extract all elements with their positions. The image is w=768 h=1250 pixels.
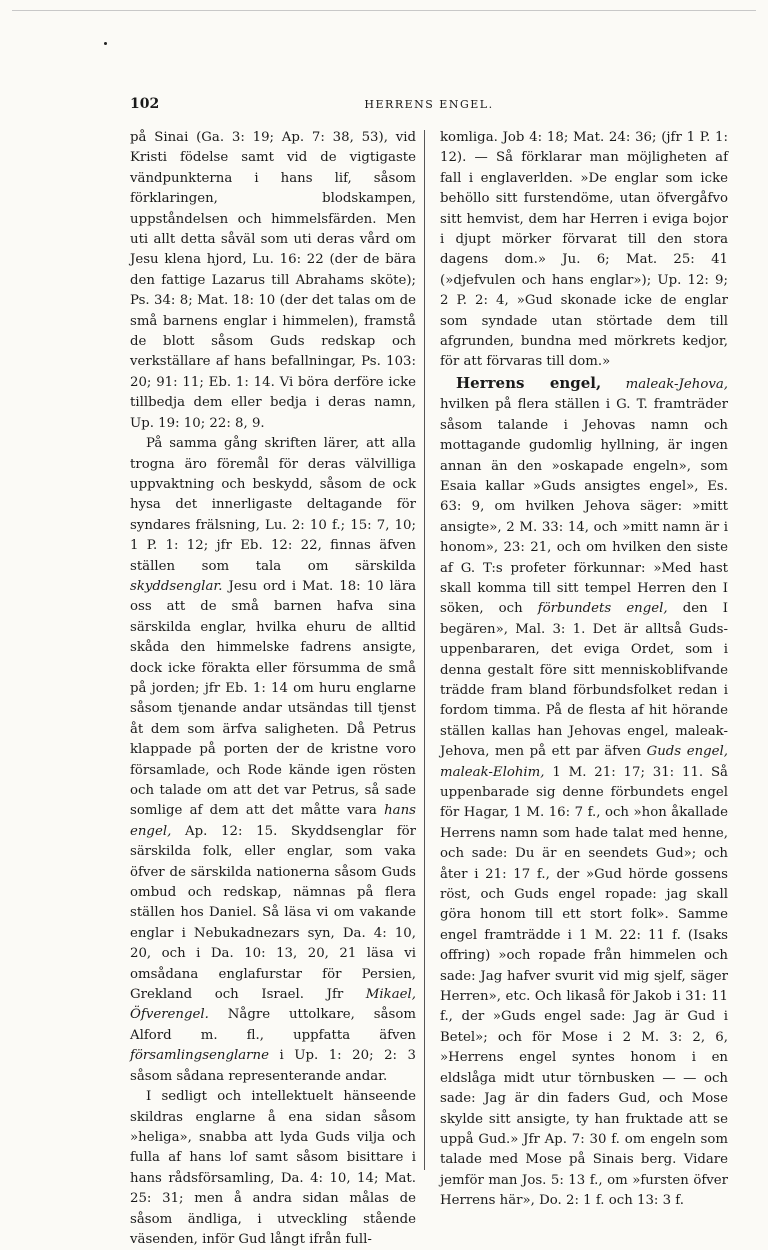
page-number: 102 [130,96,160,112]
entry-heading: Herrens engel, [456,373,602,392]
italic-term: förbundets engel, [537,601,668,617]
left-column [130,128,416,1250]
italic-term: maleak-Jehova, [601,376,728,392]
italic-term: Mikael, Öfverengel. [130,987,416,1023]
text-run: På samma gång skriften lärer, att alla trogna äro föremål för deras välvilliga uppvaktning och beskydd, såsom de ock hysa det innerligaste deltagande för syndares frälsning, Lu. 2: 10 f.; 15: 7, 10; 1 P. 1: 12; jfr Eb. 12: 22, finnas äfven ställen som tala om särskilda [130,436,416,574]
paragraph [130,1087,416,1250]
italic-term: Guds engel, maleak-Elohim, [440,744,728,780]
column-divider [424,130,425,1170]
paragraph [440,373,728,1212]
paragraph-text: komliga. Job 4: 18; Mat. 24: 36; (jfr 1 P. 1: 12). — Så förklarar man möjligheten af fall i englaverlden. »De englar som icke behöllo sitt furstendöme, utan öfvergåfvo sitt hemvist, dem har Herren i eviga bojor i djupt mörker förvarat till den stora dagens dom.» Ju. 6; Mat. 25: 41 (»djefvulen och hans englar»); Up. 12: 9; 2 P. 2: 4, »Gud skonade icke de englar som syndade utan störtade dem till afgrunden, bundna med mörkrets kedjor, för att förvaras till dom.» [440,130,728,370]
paragraph [130,434,416,1087]
text-run: hvilken på flera ställen i G. T. framträder såsom talande i Jehovas namn och mottagande gudomlig hyllning, är ingen annan än den »oskapade engeln», som Esaia kallar »Guds ansigtes engel», Es. 63: 9, om hvilken Jehova säger: »mitt ansigte», 2 M. 33: 14, och »mitt namn är i honom», 23: 21, och om hvilken den siste af G. T:s profeter förkunnar: »Med hast skall komma till sitt tempel Herren den I söken, och [440,397,728,617]
running-head: HERRENS ENGEL. [364,98,494,111]
text-run: den I begären», Mal. 3: 1. Det är alltså Guds-uppenbararen, det eviga Ordet, som i denna gestalt före sitt menniskoblifvande trädde fram bland förbundsfolket redan i fordom timma. På de flesta af hit hörande ställen kallas han Jehovas engel, maleak-Jehova, men på ett par äfven [440,601,728,760]
top-edge-line [12,10,756,11]
italic-term: skyddsenglar. [130,578,223,594]
paragraph-text: I sedligt och intellektuelt hänseende skildras englarne å ena sidan såsom »heliga», snabba att lyda Guds vilja och fulla af hans lof samt såsom bisittare i hans rådsförsamling, Da. 4: 10, 14; Mat. 25: 31; men å andra sidan målas de såsom ändliga, i utveckling stående väsenden, inför Gud långt ifrån full- [130,1089,416,1247]
print-speck [104,42,107,45]
paragraph-text: på Sinai (Ga. 3: 19; Ap. 7: 38, 53), vid Kristi födelse samt vid de vigtigaste vändpunkterna i hans lif, såsom förklaringen, blodskampen, uppståndelsen och himmelsfärden. Men uti allt detta såväl som uti deras vård om Jesu klena hjord, Lu. 16: 22 (der de bära den fattige Lazarus till Abrahams sköte); Ps. 34: 8; Mat. 18: 10 (der det talas om de små barnens englar i himmelen), framstå de blott såsom Guds redskap och verkställare af hans befallningar, Ps. 103: 20; 91: 11; Eb. 1: 14. Vi böra derföre icke tillbedja dem eller bedja i deras namn, Up. 19: 10; 22: 8, 9. [130,130,416,431]
text-run: Någre uttolkare, såsom Alford m. fl., uppfatta äfven [130,1007,416,1043]
text-run: 1 M. 21: 17; 31: 11. Så uppenbarade sig denne förbundets engel för Hagar, 1 M. 16: 7 f., och »hon åkallade Herrens namn som hade talat med henne, och sade: Du är en seendets Gud»; och åter i 21: 17 f., der »Gud hörde gossens röst, och Guds engel ropade: jag skall göra honom till ett stort folk». Samme engel framträdde i 1 M. 22: 11 f. (Isaks offring) »och ropade från himmelen och sade: Jag hafver svurit vid mig sjelf, säger Herren», etc. Och likaså för Jakob i 31: 11 f., der »Guds engel sade: Jag är Gud i Betel»; och för Mose i 2 M. 3: 2, 6, »Herrens engel syntes honom i en eldslåga midt utur törnbusken — — och sade: Jag är din faders Gud, och Mose skylde sitt ansigte, ty han fruktade att se uppå Gud.» Jfr Ap. 7: 30 f. om engeln som talade med Mose på Sinais berg. Vidare jemför man Jos. 5: 13 f., om »fursten öfver Herrens här», Do. 2: 1 f. och 13: 3 f. [440,764,728,1209]
right-column [440,128,728,1212]
paragraph [130,128,416,434]
italic-term: församlingsenglarne [130,1048,269,1064]
paragraph [440,128,728,373]
italic-term: hans engel, [130,803,416,839]
text-run: Ap. 12: 15. Skyddsenglar för särskilda folk, eller englar, som vaka öfver de särskilda nationerna såsom Guds ombud och redskap, nämnas på flera ställen hos Daniel. Så läsa vi om vakande englar i Nebukadnezars syn, Da. 4: 10, 20, och i Da. 10: 13, 20, 21 läsa vi omsådana englafurstar för Persien, Grekland och Israel. Jfr [130,823,416,1003]
text-run: i Up. 1: 20; 2: 3 såsom sådana representerande andar. [130,1048,416,1084]
text-run: Jesu ord i Mat. 18: 10 lära oss att de små barnen hafva sina särskilda englar, hvilka ehuru de alltid skåda den himmelske fadrens ansigte, dock icke förakta eller försumma de små på jorden; jfr Eb. 1: 14 om huru englarne såsom tjenande andar utsändas till tjenst åt dem som ärfva saligheten. Då Petrus klappade på porten der de kristne voro församlade, och Rode kände igen rösten och talade om att det var Petrus, så sade somlige af dem att det måtte vara [130,578,416,819]
page-header [130,96,728,116]
